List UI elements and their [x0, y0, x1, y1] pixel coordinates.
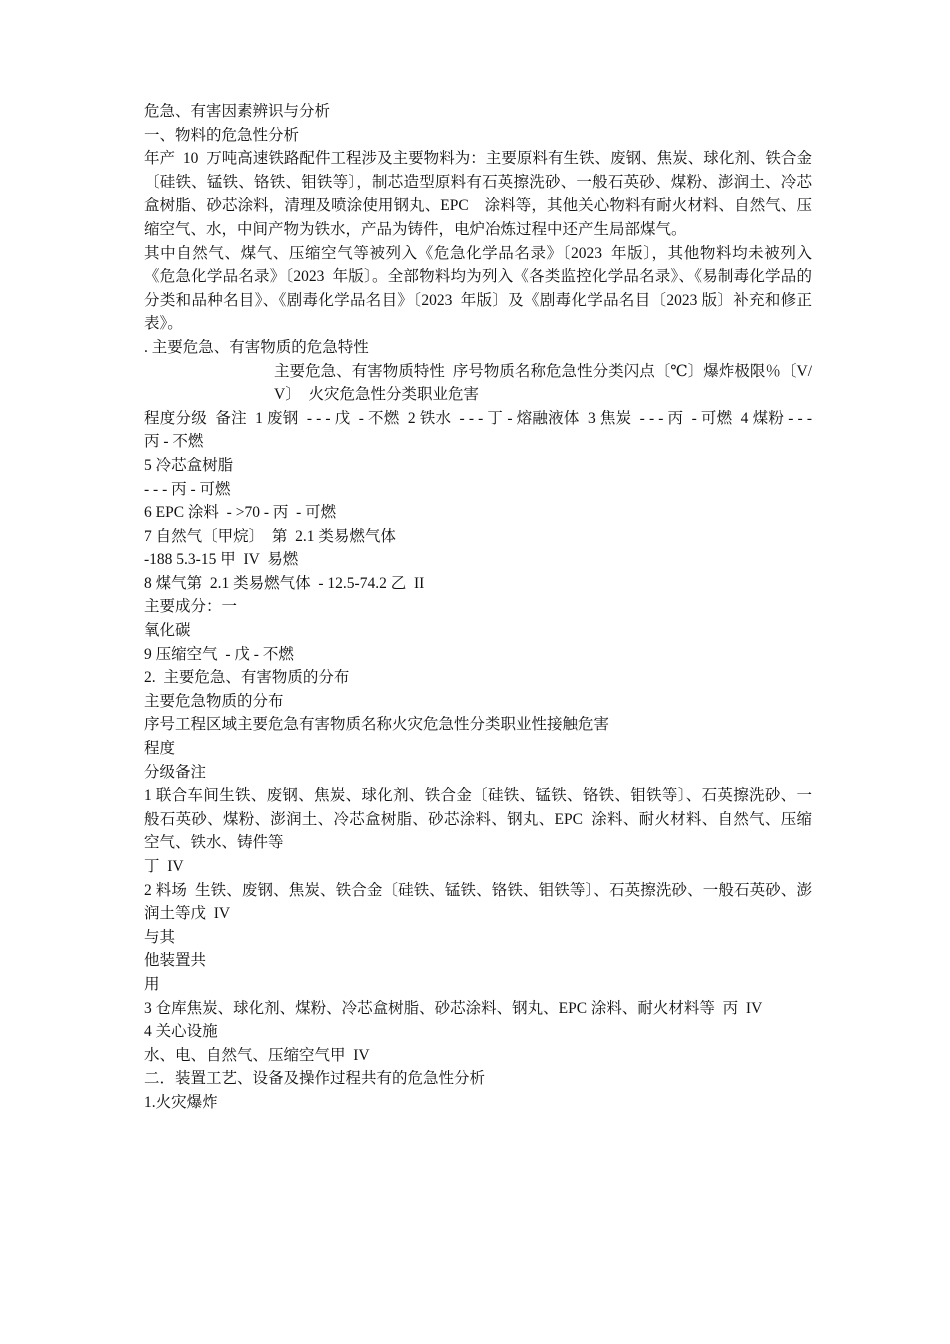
document-title: 危急、有害因素辨识与分析 — [144, 103, 331, 120]
table-caption-distribution: 主要危急物质的分布 — [144, 692, 284, 710]
table-row-text: 8 煤气第 2.1 类易燃气体 - 12.5-74.2 乙 II — [144, 574, 425, 592]
table-row-text: 4 关心设施 — [144, 1023, 218, 1041]
table-row-text: 3 仓库焦炭、球化剂、煤粉、冷芯盒树脂、砂芯涂料、钢丸、EPC 涂料、耐火材料等 丙 IV — [144, 999, 763, 1017]
subheading-fire-explosion: 1.火灾爆炸 — [144, 1093, 218, 1111]
table-row-text: 6 EPC 涂料 - >70 - 丙 - 可燃 — [144, 504, 337, 522]
table-row-text: 5 冷芯盒树脂 — [144, 456, 234, 474]
subheading-hazard-distribution: 2. 主要危急、有害物质的分布 — [144, 669, 350, 687]
table-row-text: 他装置共 — [144, 952, 207, 970]
table-row-text: 2 料场 生铁、废钢、焦炭、铁合金〔硅铁、锰铁、铬铁、钼铁等〕、石英擦洗砂、一般石英砂、澎润土等戊 IV — [144, 881, 812, 923]
table-header-distribution: 分级备注 — [144, 763, 207, 781]
table-header-distribution: 程度 — [144, 740, 176, 758]
subheading-hazard-characteristics: . 主要危急、有害物质的危急特性 — [144, 338, 369, 356]
table-row-text: 丁 IV — [144, 858, 184, 875]
paragraph-materials: 年产 10 万吨高速铁路配件工程涉及主要物料为：主要原料有生铁、废钢、焦炭、球化剂、铁合金〔硅铁、锰铁、铬铁、钼铁等〕，制芯造型原料有石英擦洗砂、一般石英砂、煤粉、澎润土、冷芯盒树脂、砂芯涂料，清理及喷涂使用钢丸、EPC 涂料等，其他关心物料有耐火材料、自然气、压缩空气、水，中间产物为铁水，产品为铸件，电炉冶炼过程中还产生局部煤气。 — [144, 150, 812, 238]
table-row-text: 9 压缩空气 - 戊 - 不燃 — [144, 645, 294, 663]
table-row-text: 氧化碳 — [144, 622, 191, 640]
table-row-text: 1 联合车间生铁、废钢、焦炭、球化剂、铁合金〔硅铁、锰铁、铬铁、钼铁等〕、石英擦洗砂、一般石英砂、煤粉、澎润土、冷芯盒树脂、砂芯涂料、钢丸、EPC 涂料、耐火材料、自然气、压缩空气、铁水、铸件等 — [144, 787, 812, 852]
table-row-text: 水、电、自然气、压缩空气甲 IV — [144, 1046, 370, 1064]
table-row-text: 7 自然气〔甲烷〕 第 2.1 类易燃气体 — [144, 527, 396, 545]
table-row-text: 程度分级 备注 1 废钢 - - - 戊 - 不燃 2 铁水 - - - 丁 - 熔融液体 3 焦炭 - - - 丙 - 可燃 4 煤粉 - - - 丙 - 不燃 — [144, 409, 816, 451]
table-row-text: 与其 — [144, 928, 176, 946]
paragraph-chemical-lists: 其中自然气、煤气、压缩空气等被列入《危急化学品名录》〔2023 年版〕，其他物料均未被列入《危急化学品名录》〔2023 年版〕。全部物料均为列入《各类监控化学品名录》、《易制毒化学品的分类和品种名目》、《剧毒化学品名目》〔2023 年版〕及《剧毒化学品名目〔2023 版〕补充和修正表》。 — [144, 244, 812, 333]
table-header-distribution: 序号工程区域主要危急有害物质名称火灾危急性分类职业性接触危害 — [144, 716, 610, 734]
document-page — [144, 100, 816, 1115]
table-row-text: 主要成分：一 — [144, 598, 238, 616]
table-row-text: 用 — [144, 975, 160, 993]
table-header-characteristics: 主要危急、有害物质特性 序号物质名称危急性分类闪点〔℃〕爆炸极限％〔V/V〕 火灾危急性分类职业危害 — [274, 362, 812, 404]
section-heading-material-hazard: 一、物料的危急性分析 — [144, 126, 300, 144]
table-row-text: -188 5.3-15 甲 IV 易燃 — [144, 551, 299, 569]
section-heading-process-hazard: 二．装置工艺、设备及操作过程共有的危急性分析 — [144, 1070, 486, 1088]
table-row-text: - - - 丙 - 可燃 — [144, 480, 231, 498]
